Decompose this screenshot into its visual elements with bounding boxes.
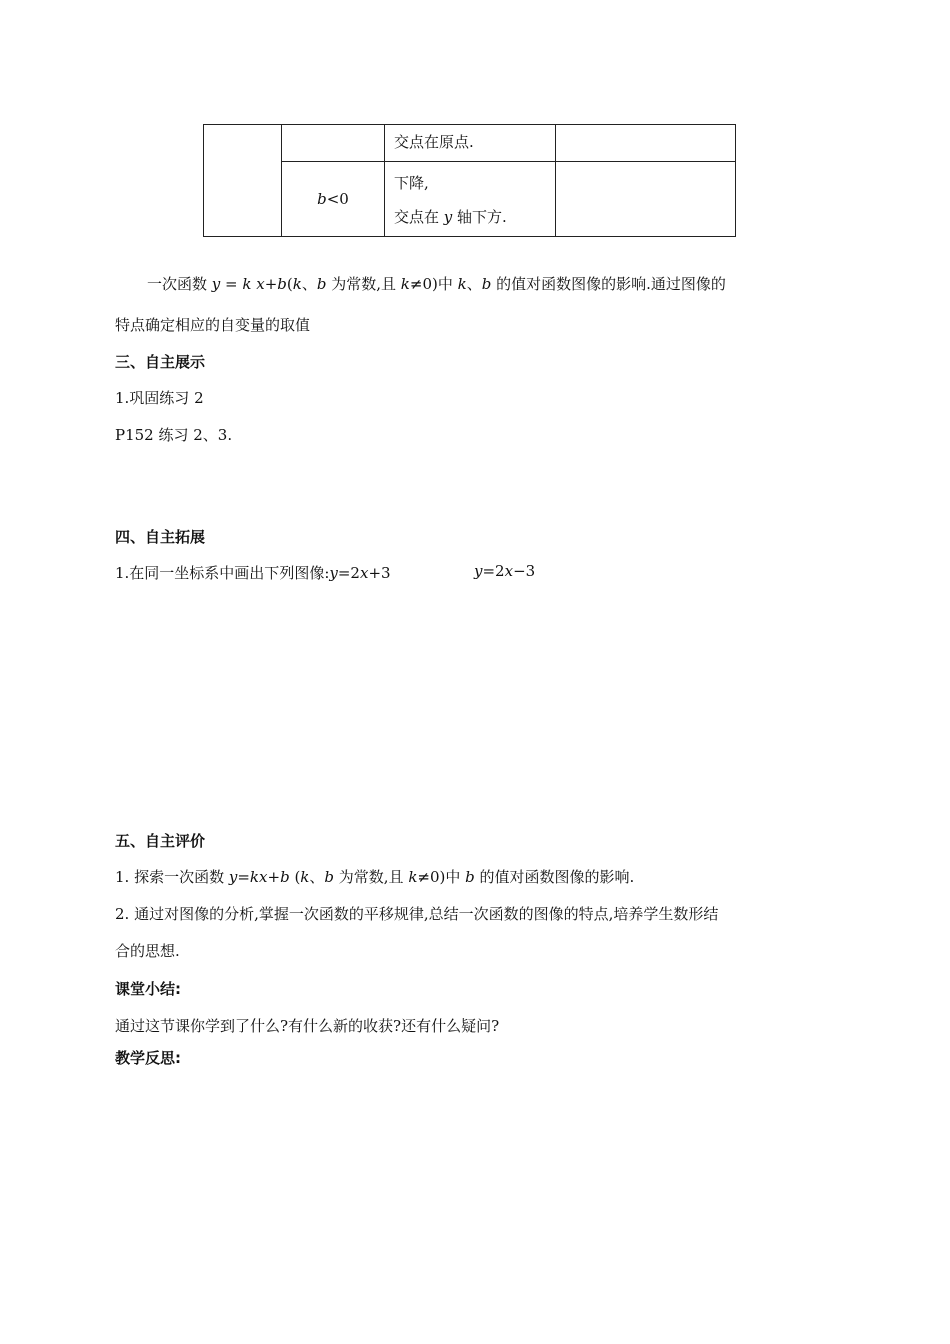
table-cell-effect-origin: [385, 125, 556, 162]
table-cell-effect-below: [385, 162, 556, 237]
table-cell-b-negative: [282, 162, 385, 237]
summary-line-2: 特点确定相应的自变量的取值: [115, 316, 311, 334]
class-summary-text: 通过这节课你学到了什么?有什么新的收获?还有什么疑问?: [115, 1017, 500, 1035]
section-3-item-2: P152 练习 2、3.: [115, 426, 233, 444]
class-summary-heading: 课堂小结:: [115, 980, 181, 998]
teaching-reflection-heading: 教学反思:: [115, 1049, 181, 1067]
summary-line-1: 一次函数 y = k x+b(k、b 为常数,且 k≠0)中 k、b 的值对函数图像的影响.通过图像的: [147, 275, 726, 293]
section-5-heading: 五、自主评价: [115, 832, 206, 850]
table-cell-b-zero: [282, 125, 385, 162]
section-5-item-2-line-1: 2. 通过对图像的分析,掌握一次函数的平移规律,总结一次函数的图像的特点,培养学生数形结: [115, 905, 719, 923]
effect-origin-text: 交点在原点.: [394, 133, 474, 151]
b-negative-label: b<0: [317, 190, 349, 208]
table-cell-graph-1: [556, 125, 736, 162]
effect-down-text: 下降,: [394, 174, 429, 192]
section-4-heading: 四、自主拓展: [115, 528, 206, 546]
section-4-equation-2: y=2x−3: [474, 562, 536, 580]
table-cell-graph-2: [556, 162, 736, 237]
section-5-item-1: 1. 探索一次函数 y=kx+b (k、b 为常数,且 k≠0)中 b 的值对函数图像的影响.: [115, 868, 635, 886]
table-cell-k-condition: [204, 125, 282, 237]
section-5-item-2-line-2: 合的思想.: [115, 942, 180, 960]
section-4-item-1: 1.在同一坐标系中画出下列图像:y=2x+3: [115, 564, 391, 582]
effect-below-text: 交点在 y 轴下方.: [394, 208, 507, 226]
section-3-heading: 三、自主展示: [115, 353, 206, 371]
section-3-item-1: 1.巩固练习 2: [115, 389, 204, 407]
kb-effect-table: [203, 124, 736, 237]
